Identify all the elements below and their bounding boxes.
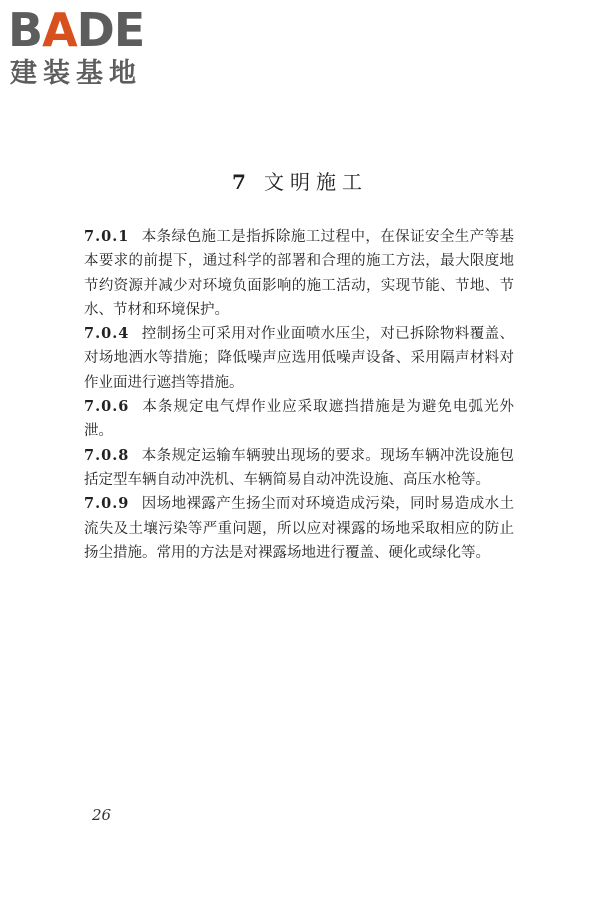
- logo-subtitle: 建装基地: [10, 58, 142, 89]
- clause-number: 7.0.4: [84, 325, 130, 343]
- clause-list: [84, 225, 514, 565]
- chapter-number: 7: [232, 170, 252, 194]
- clause-number: 7.0.1: [84, 228, 130, 245]
- clause-7-0-1: [84, 225, 514, 322]
- clause-number: 7.0.9: [84, 495, 130, 513]
- bade-logo: [8, 4, 176, 94]
- clause-text: 本条绿色施工是指拆除施工过程中，在保证安全生产等基本要求的前提下，通过科学的部署和合理的施工方法，最大限度地节约资源并减少对环境负面影响的施工活动，实现节能、节地、节水、节材和环境保护。: [84, 229, 514, 318]
- logo-letter-a-accent: A: [42, 3, 77, 57]
- chapter-title: [0, 166, 600, 195]
- chapter-title-text: 文明施工: [263, 170, 368, 194]
- clause-7-0-6: [84, 395, 514, 444]
- clause-7-0-8: [84, 444, 514, 493]
- clause-text: 本条规定运输车辆驶出现场的要求。现场车辆冲洗设施包括定型车辆自动冲洗机、车辆简易自动冲洗设施、高压水枪等。: [84, 447, 514, 488]
- logo-letter-b: B: [8, 3, 43, 57]
- clause-7-0-4: [84, 322, 514, 395]
- clause-text: 本条规定电气焊作业应采取遮挡措施是为避免电弧光外泄。: [84, 399, 514, 440]
- clause-7-0-9: [84, 492, 514, 565]
- clause-number: 7.0.6: [84, 398, 130, 416]
- page-number: 26: [92, 806, 112, 824]
- clause-text: 控制扬尘可采用对作业面喷水压尘，对已拆除物料覆盖、对场地洒水等措施；降低噪声应选用低噪声设备、采用隔声材料对作业面进行遮挡等措施。: [84, 326, 514, 391]
- logo-wordmark: [8, 4, 144, 56]
- logo-letters-de: DE: [76, 3, 145, 57]
- clause-text: 因场地裸露产生扬尘而对环境造成污染，同时易造成水土流失及土壤污染等严重问题，所以应对裸露的场地采取相应的防止扬尘措施。常用的方法是对裸露场地进行覆盖、硬化或绿化等。: [84, 496, 514, 561]
- clause-number: 7.0.8: [84, 446, 130, 464]
